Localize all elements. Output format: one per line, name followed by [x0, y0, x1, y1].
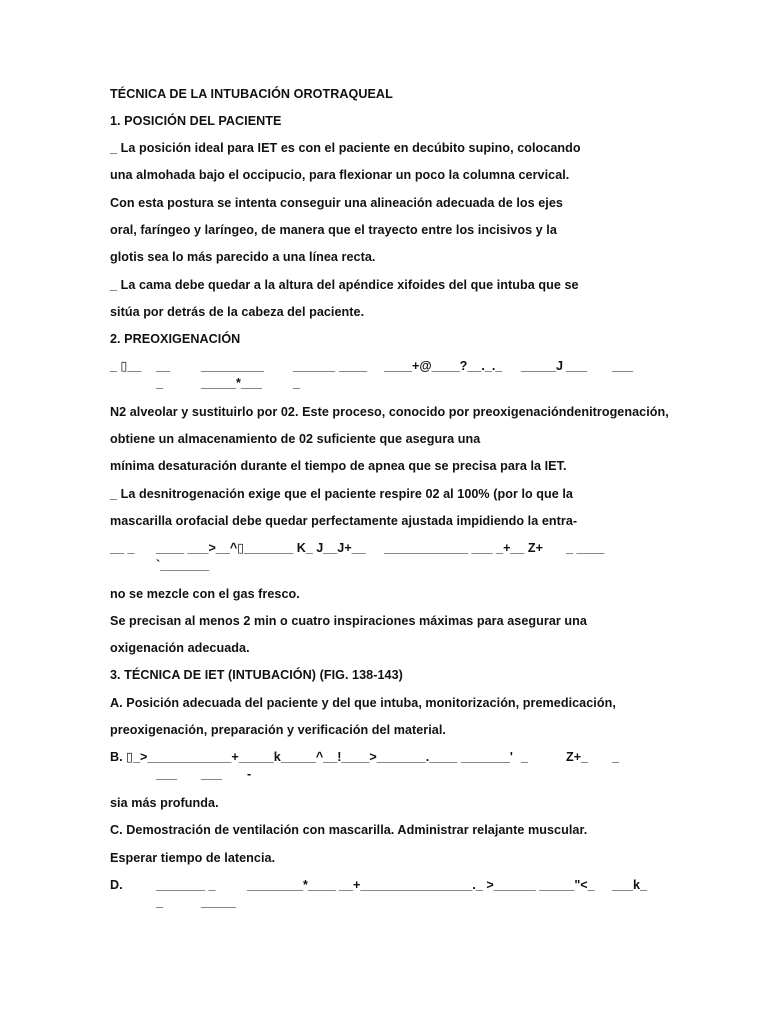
garbled-text: __+________________._ >______ _____"<_ [339, 878, 595, 892]
garbled-text: `_______ [156, 558, 210, 572]
garbled-text: ______ [293, 359, 336, 373]
garbled-text: _ [293, 376, 301, 390]
garbled-text: Z+_ [566, 750, 589, 764]
garbled-text: _______ _ [156, 878, 216, 892]
paragraph-line: N2 alveolar y sustituirlo por 02. Este proceso, conocido por preoxigenacióndenitrogenación, [110, 405, 669, 419]
garbled-text: ___ [612, 359, 634, 373]
garbled-text: _ ____ [566, 541, 605, 555]
paragraph-line: C. Demostración de ventilación con mascarilla. Administrar relajante muscular. [110, 823, 588, 837]
garbled-text: ___ [156, 767, 178, 781]
paragraph-line: obtiene un almacenamiento de 02 suficiente que asegura una [110, 432, 481, 446]
garbled-text: _ [612, 750, 620, 764]
paragraph-line: sia más profunda. [110, 796, 219, 810]
garbled-text: __ [156, 359, 171, 373]
section-heading-preoxigenacion: 2. PREOXIGENACIÓN [110, 332, 241, 346]
paragraph-line: preoxigenación, preparación y verificación del material. [110, 723, 446, 737]
garbled-text: __ _ [110, 541, 135, 555]
garbled-text: _________ [201, 359, 265, 373]
garbled-text: _____*___ [201, 376, 262, 390]
garbled-text: ___k_ [612, 878, 648, 892]
paragraph-line: _ La cama debe quedar a la altura del apéndice xifoides del que intuba que se [110, 278, 579, 292]
paragraph-line: oral, faríngeo y laríngeo, de manera que el trayecto entre los incisivos y la [110, 223, 557, 237]
paragraph-line: no se mezcle con el gas fresco. [110, 587, 300, 601]
paragraph-line: A. Posición adecuada del paciente y del que intuba, monitorización, premedicación, [110, 696, 616, 710]
section-heading-posicion: 1. POSICIÓN DEL PACIENTE [110, 114, 282, 128]
garbled-text: _ ▯__ [110, 359, 142, 373]
garbled-text: B. ▯_>____________+_____k_____^__!____>_______.____ _______' [110, 750, 513, 764]
garbled-text: ___ [201, 767, 223, 781]
paragraph-line: sitúa por detrás de la cabeza del paciente. [110, 305, 365, 319]
garbled-text: D. [110, 878, 123, 892]
paragraph-line: _ La desnitrogenación exige que el paciente respire 02 al 100% (por lo que la [110, 487, 573, 501]
garbled-text: ________*____ [247, 878, 336, 892]
garbled-text: ____ ___>__^▯_______ K_ J__J+__ [156, 541, 366, 555]
garbled-text: _ [156, 895, 164, 909]
paragraph-line: Se precisan al menos 2 min o cuatro inspiraciones máximas para asegurar una [110, 614, 587, 628]
garbled-text: - [247, 767, 252, 781]
garbled-text: _____J [521, 359, 564, 373]
garbled-text: ___ [566, 359, 588, 373]
garbled-text: ____________ ___ _+__ Z+ [384, 541, 543, 555]
paragraph-line: mínima desaturación durante el tiempo de apnea que se precisa para la IET. [110, 459, 567, 473]
paragraph-line: _ La posición ideal para IET es con el paciente en decúbito supino, colocando [110, 141, 581, 155]
garbled-text: _ [521, 750, 529, 764]
paragraph-line: oxigenación adecuada. [110, 641, 250, 655]
garbled-text: ____+@____?__._._ [384, 359, 503, 373]
section-heading-tecnica: 3. TÉCNICA DE IET (INTUBACIÓN) (FIG. 138-143) [110, 668, 403, 682]
paragraph-line: Con esta postura se intenta conseguir una alineación adecuada de los ejes [110, 196, 563, 210]
garbled-text: _ [156, 376, 164, 390]
paragraph-line: glotis sea lo más parecido a una línea recta. [110, 250, 376, 264]
paragraph-line: Esperar tiempo de latencia. [110, 851, 276, 865]
document-title: TÉCNICA DE LA INTUBACIÓN OROTRAQUEAL [110, 87, 393, 101]
paragraph-line: una almohada bajo el occipucio, para flexionar un poco la columna cervical. [110, 168, 570, 182]
paragraph-line: mascarilla orofacial debe quedar perfectamente ajustada impidiendo la entra- [110, 514, 578, 528]
garbled-text: ____ [339, 359, 368, 373]
garbled-text: _____ [201, 895, 237, 909]
